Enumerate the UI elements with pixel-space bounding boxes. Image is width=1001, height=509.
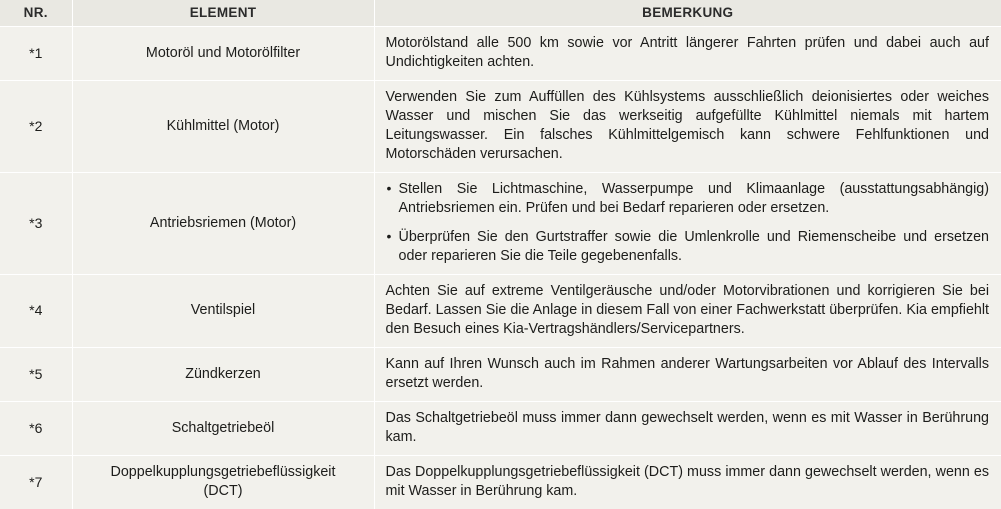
column-header-bemerkung: BEMERKUNG xyxy=(374,0,1001,27)
table-row xyxy=(0,81,1001,173)
remark-bullet-item: • Überprüfen Sie den Gurtstraffer sowie die Umlenkrolle und Riemenscheibe und ersetzen oder reparieren Sie die Teile gegebenenfalls. xyxy=(386,228,990,266)
remark-text: Das Schaltgetriebeöl muss immer dann gewechselt werden, wenn es mit Wasser in Berührung kam. xyxy=(386,409,990,447)
cell-remark xyxy=(374,81,1001,173)
table-body xyxy=(0,27,1001,509)
remark-text: Verwenden Sie zum Auffüllen des Kühlsystems ausschließlich deionisiertes oder weiches Wasser und mischen Sie das werkseitig aufgefüllte Kühlmittel niemals mit hartem Leitungswasser. Ein falsches Kühlmittelgemisch kann schwere Fehlfunktionen und Motorschäden verursachen. xyxy=(386,88,990,164)
cell-element: Kühlmittel (Motor) xyxy=(72,81,374,173)
cell-element: Motoröl und Motorölfilter xyxy=(72,27,374,81)
cell-remark xyxy=(374,173,1001,275)
cell-nr: *2 xyxy=(0,81,72,173)
cell-remark xyxy=(374,456,1001,509)
table-row xyxy=(0,348,1001,402)
column-header-element: ELEMENT xyxy=(72,0,374,27)
cell-nr: *4 xyxy=(0,275,72,348)
remark-text: Motorölstand alle 500 km sowie vor Antritt längerer Fahrten prüfen und dabei auch auf Undichtigkeiten achten. xyxy=(386,34,990,72)
remark-bullet-list xyxy=(386,180,990,266)
cell-nr: *1 xyxy=(0,27,72,81)
column-header-nr: NR. xyxy=(0,0,72,27)
cell-element: Ventilspiel xyxy=(72,275,374,348)
cell-remark xyxy=(374,275,1001,348)
table-header-row xyxy=(0,0,1001,27)
table-row xyxy=(0,275,1001,348)
table-header xyxy=(0,0,1001,27)
remark-text: Achten Sie auf extreme Ventilgeräusche und/oder Motorvibrationen und korrigieren Sie bei Bedarf. Lassen Sie die Anlage in diesem Fall von einer Fachwerkstatt überprüfen. Kia empfiehlt den Besuch eines Kia-Vertragshändlers/Servicepartners. xyxy=(386,282,990,339)
cell-element: Schaltgetriebeöl xyxy=(72,402,374,456)
cell-remark xyxy=(374,348,1001,402)
table-row xyxy=(0,27,1001,81)
cell-remark xyxy=(374,402,1001,456)
cell-remark xyxy=(374,27,1001,81)
table-row xyxy=(0,173,1001,275)
cell-nr: *7 xyxy=(0,456,72,509)
cell-nr: *3 xyxy=(0,173,72,275)
remark-text: Das Doppelkupplungsgetriebeflüssigkeit (DCT) muss immer dann gewechselt werden, wenn es mit Wasser in Berührung kam. xyxy=(386,463,990,501)
cell-nr: *5 xyxy=(0,348,72,402)
table-row xyxy=(0,402,1001,456)
cell-element xyxy=(72,456,374,509)
table-row xyxy=(0,456,1001,509)
remark-text: Kann auf Ihren Wunsch auch im Rahmen anderer Wartungsarbeiten vor Ablauf des Intervalls ersetzt werden. xyxy=(386,355,990,393)
element-label-sub: (DCT) xyxy=(81,482,366,501)
element-label: Doppelkupplungsgetriebeflüssigkeit xyxy=(81,463,366,482)
cell-element: Zündkerzen xyxy=(72,348,374,402)
cell-nr: *6 xyxy=(0,402,72,456)
cell-element: Antriebsriemen (Motor) xyxy=(72,173,374,275)
remark-bullet-item: • Stellen Sie Lichtmaschine, Wasserpumpe und Klimaanlage (ausstattungsabhängig) Antriebsriemen ein. Prüfen und bei Bedarf reparieren oder ersetzen. xyxy=(386,180,990,218)
